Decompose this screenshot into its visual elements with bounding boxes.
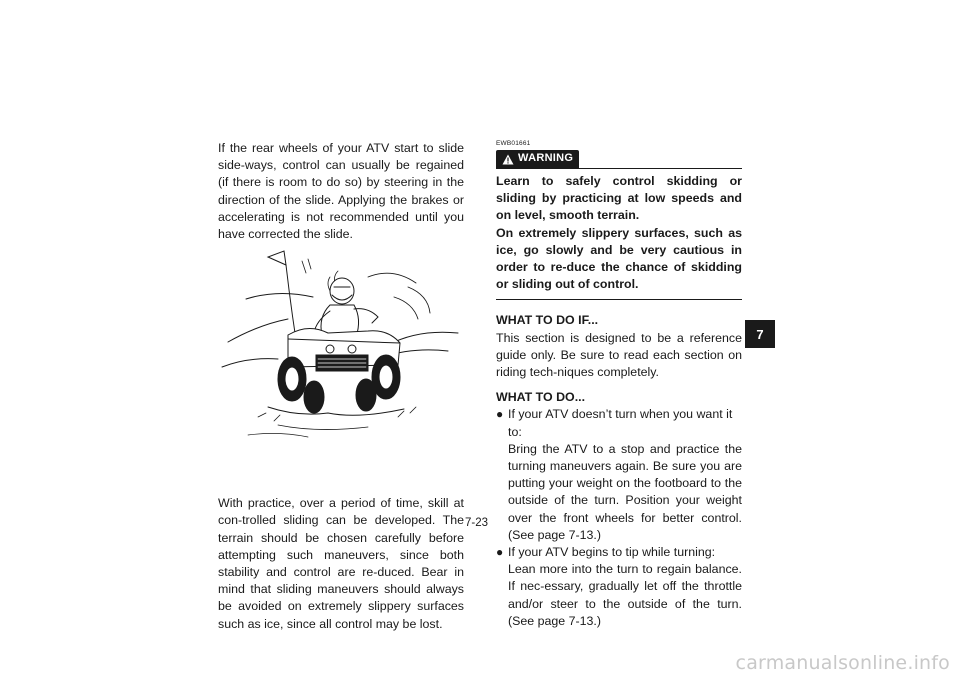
page-number: 7-23 — [465, 517, 489, 529]
warning-triangle-icon — [502, 154, 514, 165]
warning-text-1: Learn to safely control skidding or sliding by practicing at low speeds and on level, smooth terrain. — [496, 174, 742, 223]
left-column — [218, 140, 464, 633]
what-to-do-if-heading: WHAT TO DO IF... — [496, 313, 599, 328]
what-to-do-heading: WHAT TO DO... — [496, 390, 586, 405]
what-to-do-list — [496, 406, 742, 630]
right-column — [496, 140, 742, 630]
what-to-do-if-text: This section is designed to be a reference guide only. Be sure to read each section on riding tech-niques completely. — [496, 330, 742, 380]
warning-header — [496, 150, 742, 169]
warning-badge — [496, 150, 579, 168]
list-item-text: Bring the ATV to a stop and practice the turning maneuvers again. Be sure you are putting your weight on the footboard to the outside of the turn. Position your weight over the front wheels for better control. (See page 7-13.) — [508, 441, 742, 542]
sliding-practice-paragraph: With practice, over a period of time, skill at con-trolled sliding can be developed. The terrain should be chosen carefully before attempting such maneuvers, since both stability and control are re-duced. Bear in mind that sliding maneuvers should always be avoided on extremely slippery surfaces such as ice, since all control may be lost. — [218, 496, 464, 631]
list-item-title: If your ATV doesn’t turn when you want it to: — [508, 407, 733, 439]
chapter-tab: 7 — [745, 320, 775, 348]
list-item-title: If your ATV begins to tip while turning: — [508, 545, 716, 560]
list-item — [496, 544, 742, 630]
list-item-text: Lean more into the turn to regain balance. If nec-essary, gradually let off the throttle and/or steer to the outside of the turn. (See page 7-13.) — [508, 562, 742, 628]
warning-divider — [496, 299, 742, 300]
warning-code: EWB01661 — [496, 140, 531, 147]
warning-label: WARNING — [518, 152, 574, 165]
warning-body — [496, 173, 742, 293]
watermark: carmanualsonline.info — [735, 652, 950, 674]
intro-paragraph: If the rear wheels of your ATV start to slide side-ways, control can usually be regained (if there is room to do so) by steering in the direction of the slide. Applying the brakes or accelerating is not recommended until you have corrected the slide. — [218, 141, 464, 242]
atv-sliding-illustration — [218, 247, 464, 487]
list-item — [496, 406, 742, 544]
bullet-icon: ● — [496, 545, 504, 560]
warning-text-2: On extremely slippery surfaces, such as ice, go slowly and be very cautious in order to re-duce the chance of skidding or sliding out of control. — [496, 225, 742, 292]
bullet-icon: ● — [496, 407, 504, 422]
